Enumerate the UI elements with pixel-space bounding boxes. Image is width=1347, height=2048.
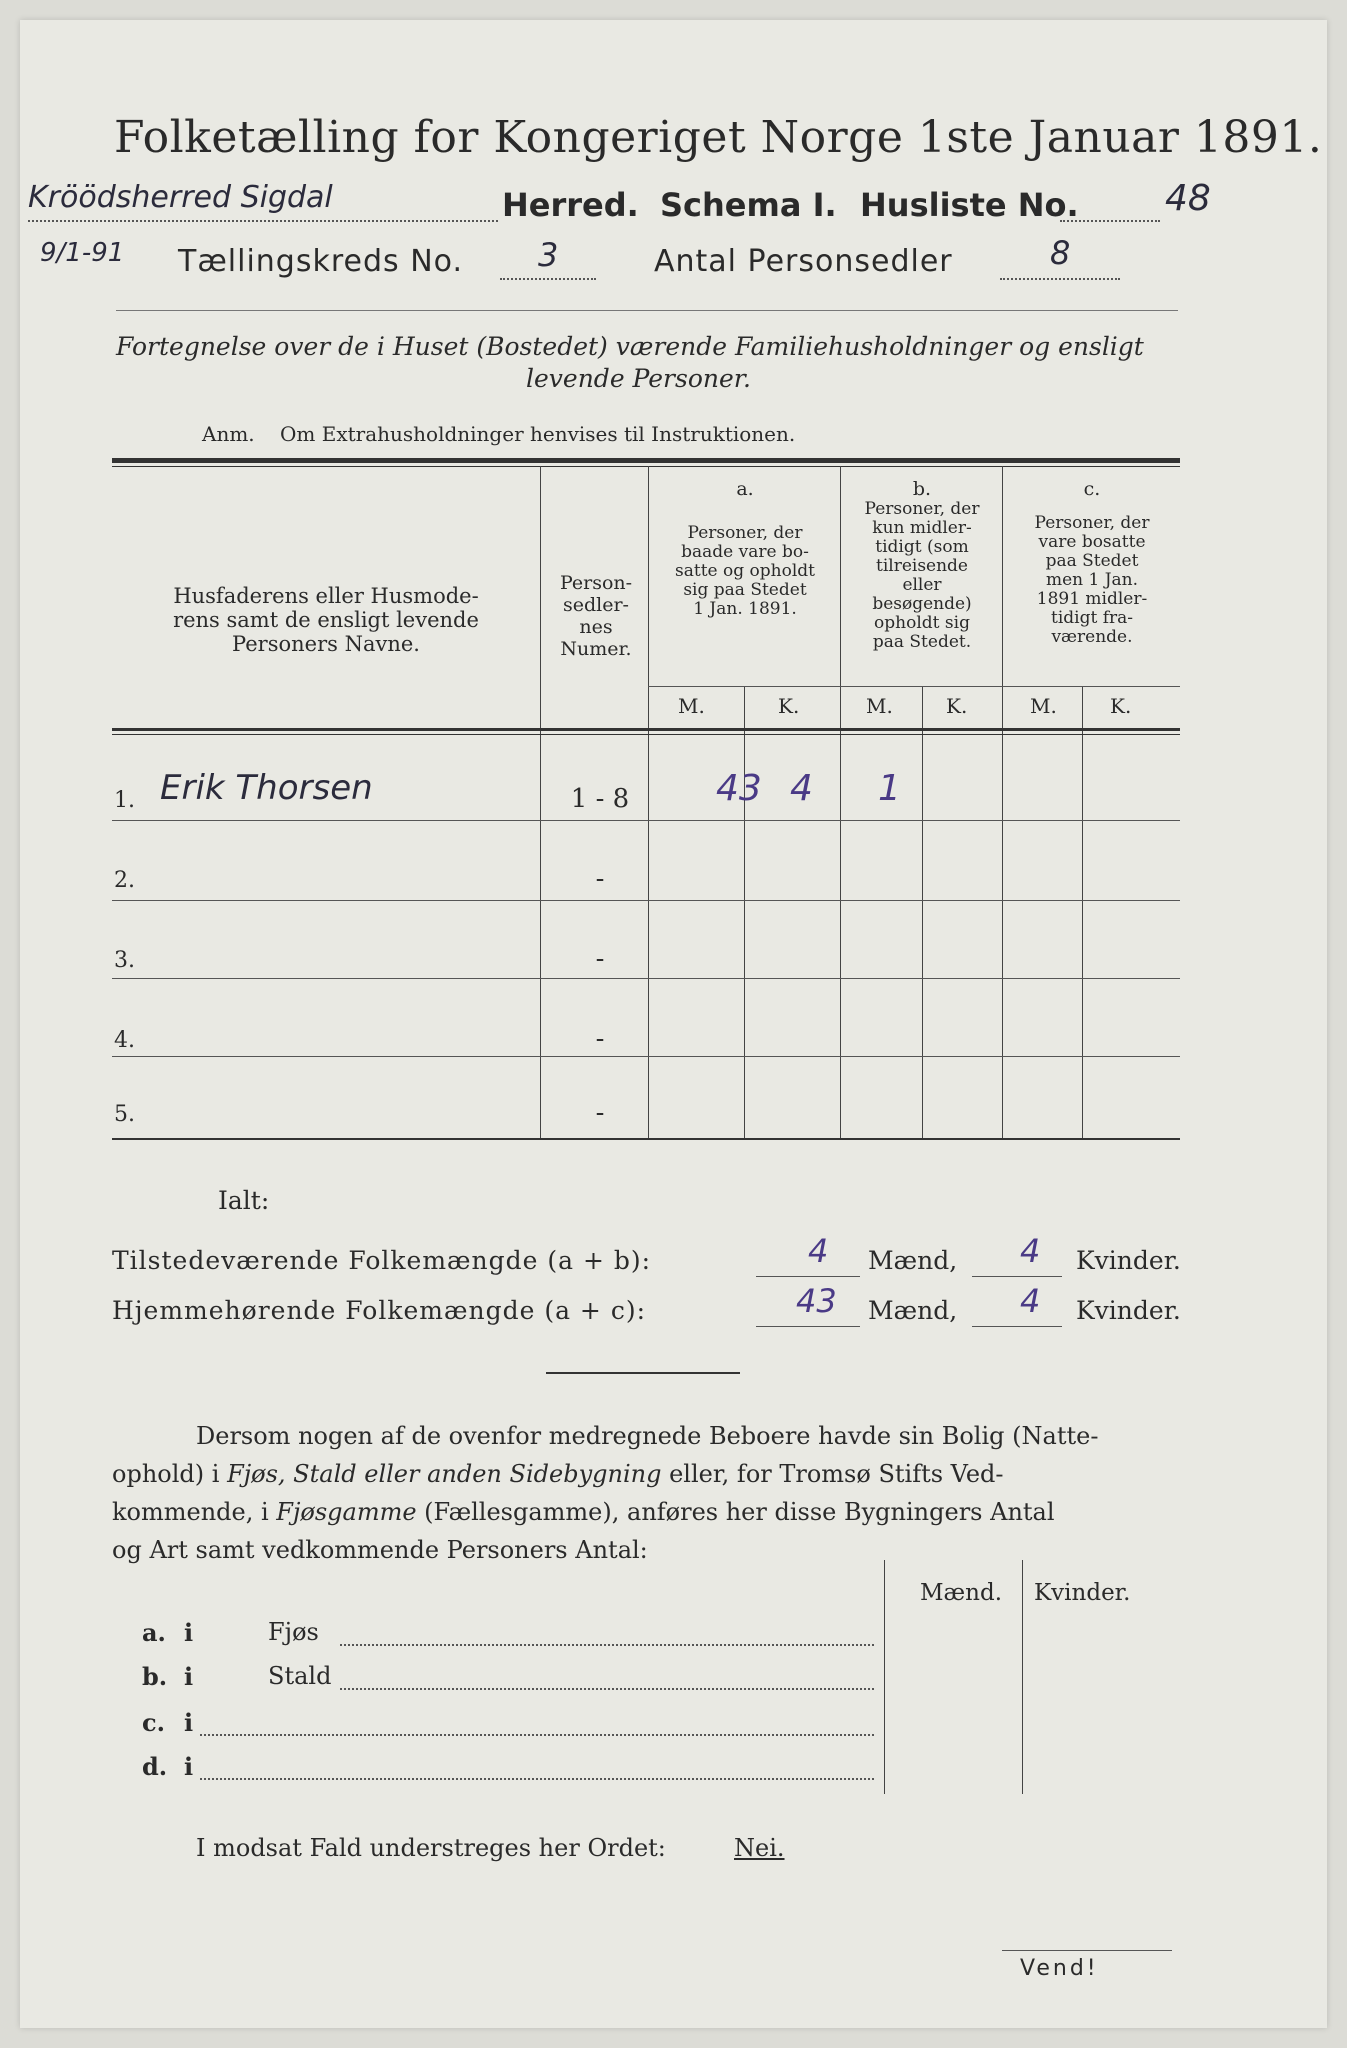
b-text-line: paa Stedet. [872,632,972,652]
c-text-line: Personer, der [1034,513,1150,533]
a-text-line: sig paa Stedet [683,580,807,600]
col-divider-c-mk [1082,686,1083,1138]
row-separator [112,978,1180,979]
bldg-row-dotline [200,1778,874,1780]
bldg-p2a: ophold) i [112,1460,228,1488]
bldg-row-label: Stald [268,1662,332,1690]
form-title: Folketælling for Kongeriget Norge 1ste Januar 1891. [114,112,1323,163]
c-text-line: men 1 Jan. [1045,570,1139,590]
herred-handwritten: Kröödsherred Sigdal [28,180,333,215]
col-names-l2: rens samt de ensligt levende [173,608,479,632]
a-k-header: K. [778,694,800,718]
bldg-row-i: i [184,1618,194,1647]
col-num-l4: Numer. [560,638,632,660]
col-b-text [844,500,1000,652]
b-text-line: opholdt sig [874,613,970,633]
row-b-m: 1 [878,768,901,809]
nei-word: Nei. [734,1834,785,1862]
bldg-row-letter: b. [142,1662,168,1691]
tilst-kvinder: Kvinder. [1076,1246,1181,1275]
vend-text: Vend! [1020,1956,1099,1981]
col-num-l3: nes [579,616,613,638]
col-divider-b-mk [922,686,923,1138]
bldg-row-dotline [200,1734,874,1736]
bldg-para-line1: Dersom nogen af de ovenfor medregnede Beboere havde sin Bolig (Natte- [196,1422,1099,1450]
col-names-header [120,584,532,656]
row-personsedler: - [595,944,605,974]
antal-dotline [1000,278,1120,280]
header-rule [116,310,1178,311]
bldg-p3b: Fjøsgamme [276,1498,417,1526]
col-c-text [1006,514,1178,647]
antal-value: 8 [1050,234,1071,272]
col-a-letter: a. [736,478,754,500]
bldg-row-label: Fjøs [268,1618,319,1646]
row-number: 3. [114,948,135,973]
hjem-m-line [756,1326,860,1327]
col-b-letter: b. [912,478,932,500]
bldg-col-divider2 [1022,1560,1023,1794]
tilst-k-line [972,1276,1062,1277]
a-text-line: satte og opholdt [675,561,815,581]
col-divider-names [540,466,541,1138]
hjem-m-value: 43 [796,1282,837,1320]
a-text-line: Personer, der [687,523,803,543]
table-top-rule2 [112,466,1180,467]
b-m-header: M. [866,694,893,718]
bldg-para-line3 [112,1498,1055,1526]
row-personsedler: - [595,1024,605,1054]
a-text-line: 1 Jan. 1891. [693,599,797,619]
vend-rule [1002,1950,1172,1951]
row-number: 5. [114,1102,135,1127]
intro-line1: Fortegnelse over de i Huset (Bostedet) værende Familiehusholdninger og ensligt [116,332,1144,361]
table-top-rule [112,458,1180,463]
col-divider-a [840,466,841,1138]
tilst-label: Tilstedeværende Folkemængde (a + b): [112,1246,652,1275]
col-num-header [550,572,642,660]
section-divider [546,1372,740,1374]
b-text-line: besøgende) [872,594,972,614]
header-bottom-rule [112,728,1180,731]
bldg-p3c: (Fællesgamme), anføres her disse Bygningers Antal [416,1498,1055,1526]
bldg-row-letter: d. [142,1752,168,1781]
bldg-p2b: Fjøs, Stald eller anden Sidebygning [227,1460,662,1488]
col-names-l3: Personers Navne. [232,632,420,656]
census-form-page [20,20,1327,2028]
hjem-label: Hjemmehørende Folkemængde (a + c): [112,1296,646,1325]
row-number: 2. [114,868,135,893]
intro-line2: levende Personer. [526,364,751,393]
husliste-value: 48 [1165,178,1211,219]
bldg-row-dotline [340,1688,874,1690]
c-text-line: 1891 midler- [1036,589,1148,609]
b-text-line: tilreisende [875,556,968,576]
row-separator [112,820,1180,821]
herred-label: Herred. [502,186,639,224]
anm-label: Anm. [202,422,255,446]
row-name: Erik Thorsen [160,768,373,808]
header-bottom-rule2 [112,734,1180,735]
b-text-line: eller [902,575,942,595]
bldg-maend-header: Mænd. [920,1580,1003,1606]
date-note: 9/1-91 [40,238,125,268]
row-number: 4. [114,1028,135,1053]
row-separator [112,1056,1180,1057]
row-a-m: 43 [716,768,762,809]
kreds-dotline [500,278,596,280]
col-divider-num [648,466,649,1138]
hjem-k-line [972,1326,1062,1327]
col-names-l1: Husfaderens eller Husmode- [173,584,479,608]
a-text-line: baade vare bo- [681,542,809,562]
row-number: 1. [114,788,135,813]
kreds-value: 3 [538,236,559,274]
bldg-kvinder-header: Kvinder. [1034,1580,1131,1606]
mk-top-rule [648,686,1180,687]
tilst-m-line [756,1276,860,1277]
hjem-k-value: 4 [1020,1282,1041,1320]
bldg-p2c: eller, for Tromsø Stifts Ved- [661,1460,1004,1488]
table-bottom-rule [112,1138,1180,1140]
row-personsedler: - [595,864,605,894]
husliste-label: Husliste No. [860,186,1079,224]
col-divider-a-mk [744,686,745,1138]
bldg-para-line2 [112,1460,1004,1488]
hjem-kvinder: Kvinder. [1076,1296,1181,1325]
b-text-line: kun midler- [872,518,972,538]
col-num-l1: Person- [559,572,633,594]
bldg-row-i: i [184,1708,194,1737]
bldg-col-divider1 [884,1560,885,1794]
b-k-header: K. [946,694,968,718]
c-k-header: K. [1110,694,1132,718]
col-divider-b [1002,466,1003,1138]
husliste-dotline [1060,220,1160,222]
bldg-para-line4: og Art samt vedkommende Personers Antal: [112,1536,648,1564]
antal-label: Antal Personsedler [654,244,953,279]
tilst-k-value: 4 [1020,1232,1041,1270]
hjem-maend: Mænd, [868,1296,958,1325]
bldg-row-i: i [184,1752,194,1781]
c-text-line: vare bosatte [1038,532,1146,552]
b-text-line: tidigt (som [875,537,969,557]
bldg-row-dotline [340,1644,874,1646]
schema-label: Schema I. [660,186,837,224]
herred-dotline [28,220,498,222]
bldg-row-letter: c. [142,1708,165,1737]
row-personsedler: 1 - 8 [570,784,630,814]
row-personsedler: - [595,1098,605,1128]
anm-text: Om Extrahusholdninger henvises til Instruktionen. [280,422,796,446]
col-c-letter: c. [1083,478,1101,500]
bldg-p3a: kommende, i [112,1498,277,1526]
bldg-row-letter: a. [142,1618,166,1647]
tilst-maend: Mænd, [868,1246,958,1275]
c-text-line: paa Stedet [1045,551,1139,571]
a-m-header: M. [678,694,705,718]
bldg-row-i: i [184,1662,194,1691]
kreds-label: Tællingskreds No. [178,244,463,279]
row-a-k: 4 [790,768,813,809]
c-text-line: tidigt fra- [1050,608,1133,628]
tilst-m-value: 4 [808,1232,829,1270]
c-m-header: M. [1030,694,1057,718]
col-num-l2: sedler- [563,594,629,616]
c-text-line: værende. [1051,627,1133,647]
ialt-label: Ialt: [218,1186,270,1215]
b-text-line: Personer, der [864,499,980,519]
modsat-text: I modsat Fald understreges her Ordet: [196,1834,666,1862]
col-a-text [652,524,838,619]
row-separator [112,900,1180,901]
